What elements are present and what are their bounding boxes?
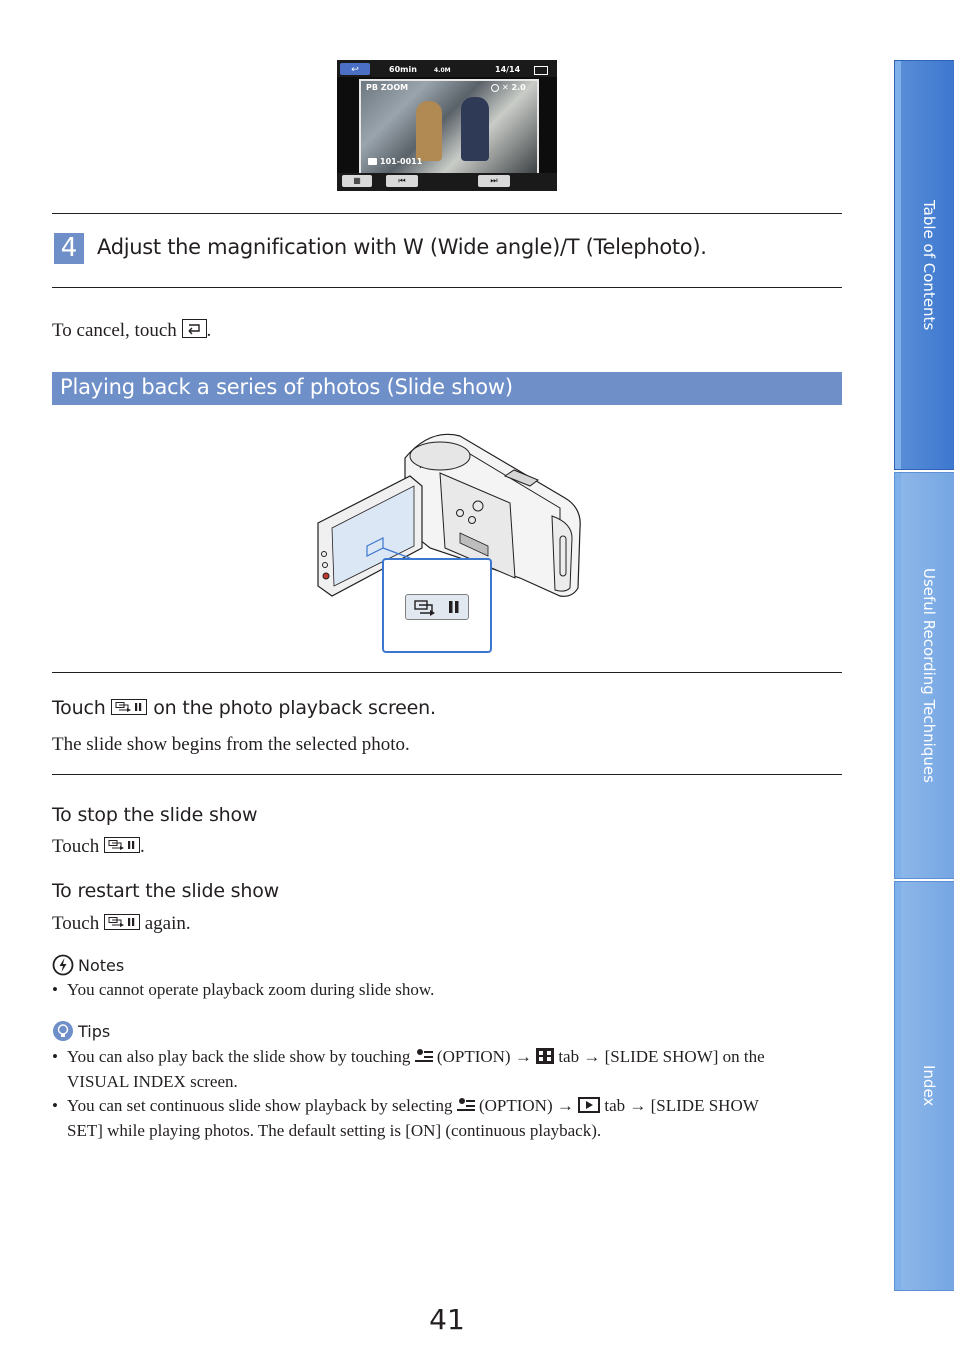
arrow-right-icon: →	[583, 1047, 601, 1066]
stop-heading: To stop the slide show	[52, 804, 258, 826]
divider	[52, 213, 842, 214]
divider	[52, 287, 842, 288]
notes-label: Notes	[78, 956, 125, 975]
cancel-line	[52, 319, 211, 342]
tab-label: Index	[920, 1065, 938, 1107]
notes-header	[52, 954, 124, 976]
cancel-period: .	[206, 320, 212, 341]
tips-header	[52, 1020, 110, 1042]
stop-line	[52, 836, 145, 858]
lcd-prev-button: ⏮	[386, 175, 418, 187]
tab-edge	[895, 882, 901, 1290]
slideshow-button-icon	[405, 594, 469, 620]
tip1-slide-show: [SLIDE SHOW] on the	[604, 1047, 765, 1066]
divider	[52, 672, 842, 673]
battery-icon	[534, 66, 548, 75]
section-title: Playing back a series of photos (Slide show)	[60, 375, 513, 399]
instruction-heading-before: Touch	[52, 697, 106, 719]
notes-item-text: You cannot operate playback zoom during slide show.	[67, 980, 435, 999]
tab-label-wrap	[903, 61, 954, 469]
cancel-text: To cancel, touch	[52, 320, 177, 341]
visual-index-tab-icon	[536, 1046, 554, 1062]
slideshow-pause-icon	[111, 699, 147, 715]
divider	[52, 774, 842, 775]
lcd-file-number: 101-0011	[380, 157, 423, 166]
instruction-heading-after: on the photo playback screen.	[153, 697, 436, 719]
restart-again: again.	[144, 913, 191, 934]
arrow-right-icon: →	[514, 1047, 532, 1066]
notes-item: • You cannot operate playback zoom during slide show.	[52, 980, 435, 999]
tip2-slide-show-set: [SLIDE SHOW	[650, 1096, 759, 1115]
restart-heading: To restart the slide show	[52, 880, 279, 902]
instruction-heading	[52, 697, 436, 719]
arrow-right-icon: →	[556, 1096, 574, 1115]
tips-label: Tips	[78, 1022, 111, 1041]
callout-box	[382, 558, 492, 653]
notes-warning-icon	[52, 954, 74, 976]
tip1-tab: tab	[558, 1047, 580, 1066]
step-text: Adjust the magnification with W (Wide angle)/T (Telephoto).	[97, 235, 707, 259]
lcd-battery-time: 60min	[389, 65, 417, 74]
tips-lightbulb-icon	[52, 1020, 74, 1042]
tab-label: Useful Recording Techniques	[920, 568, 938, 783]
tip1-option: (OPTION)	[436, 1047, 511, 1066]
page-number: 41	[429, 1303, 465, 1336]
tab-edge	[895, 473, 901, 878]
lcd-screenshot	[337, 60, 557, 191]
lcd-image-size: 4.0M	[434, 67, 451, 74]
stop-period: .	[139, 836, 145, 857]
photo-child-1	[416, 101, 442, 161]
tab-label-wrap	[903, 473, 954, 878]
step-number: 4	[54, 233, 84, 264]
arrow-right-icon: →	[629, 1096, 647, 1115]
stop-text: Touch	[52, 836, 100, 857]
instruction-body: The slide show begins from the selected photo.	[52, 734, 410, 755]
tip1-line2: VISUAL INDEX screen.	[67, 1072, 238, 1091]
playback-tab-icon	[578, 1095, 600, 1111]
tip2-text-a: You can set continuous slide show playback by selecting	[67, 1096, 453, 1115]
tip1-text-a: You can also play back the slide show by touching	[67, 1047, 411, 1066]
slideshow-pause-icon	[104, 914, 140, 930]
tab-label-wrap	[903, 882, 954, 1290]
lcd-counter: 14/14	[495, 65, 521, 74]
restart-text: Touch	[52, 913, 100, 934]
return-icon	[182, 319, 207, 338]
magnifier-icon	[491, 84, 499, 92]
camera-small-icon	[368, 158, 377, 165]
lcd-mode-label: PB ZOOM	[366, 83, 409, 92]
tab-edge	[895, 61, 901, 469]
lcd-next-button: ⏭	[478, 175, 510, 187]
tab-table-of-contents[interactable]	[894, 60, 954, 470]
photo-child-2	[461, 97, 489, 161]
option-icon	[415, 1046, 433, 1062]
lcd-zoom-value: ✕ 2.0	[502, 83, 526, 92]
restart-line	[52, 913, 191, 935]
lcd-return-button: ↩	[340, 63, 370, 75]
tip2-option: (OPTION)	[478, 1096, 553, 1115]
tab-index[interactable]	[894, 881, 954, 1291]
tip2-line2: SET] while playing photos. The default setting is [ON] (continuous playback).	[67, 1121, 602, 1140]
lcd-index-button: ▦	[342, 175, 372, 187]
slideshow-pause-icon	[104, 837, 140, 853]
tab-label: Table of Contents	[920, 199, 938, 331]
tab-useful-recording-techniques[interactable]	[894, 472, 954, 879]
tips-item-2: • You can set continuous slide show playback by selecting (OPTION) → tab → [SLIDE SHOW SET] while playing photos. The default setting is [ON] (continuous playback).	[52, 1096, 759, 1140]
tips-item-1: • You can also play back the slide show by touching (OPTION) → tab → [SLIDE SHOW] on the VISUAL INDEX screen.	[52, 1047, 765, 1091]
option-icon	[457, 1095, 475, 1111]
tip2-tab: tab	[604, 1096, 626, 1115]
